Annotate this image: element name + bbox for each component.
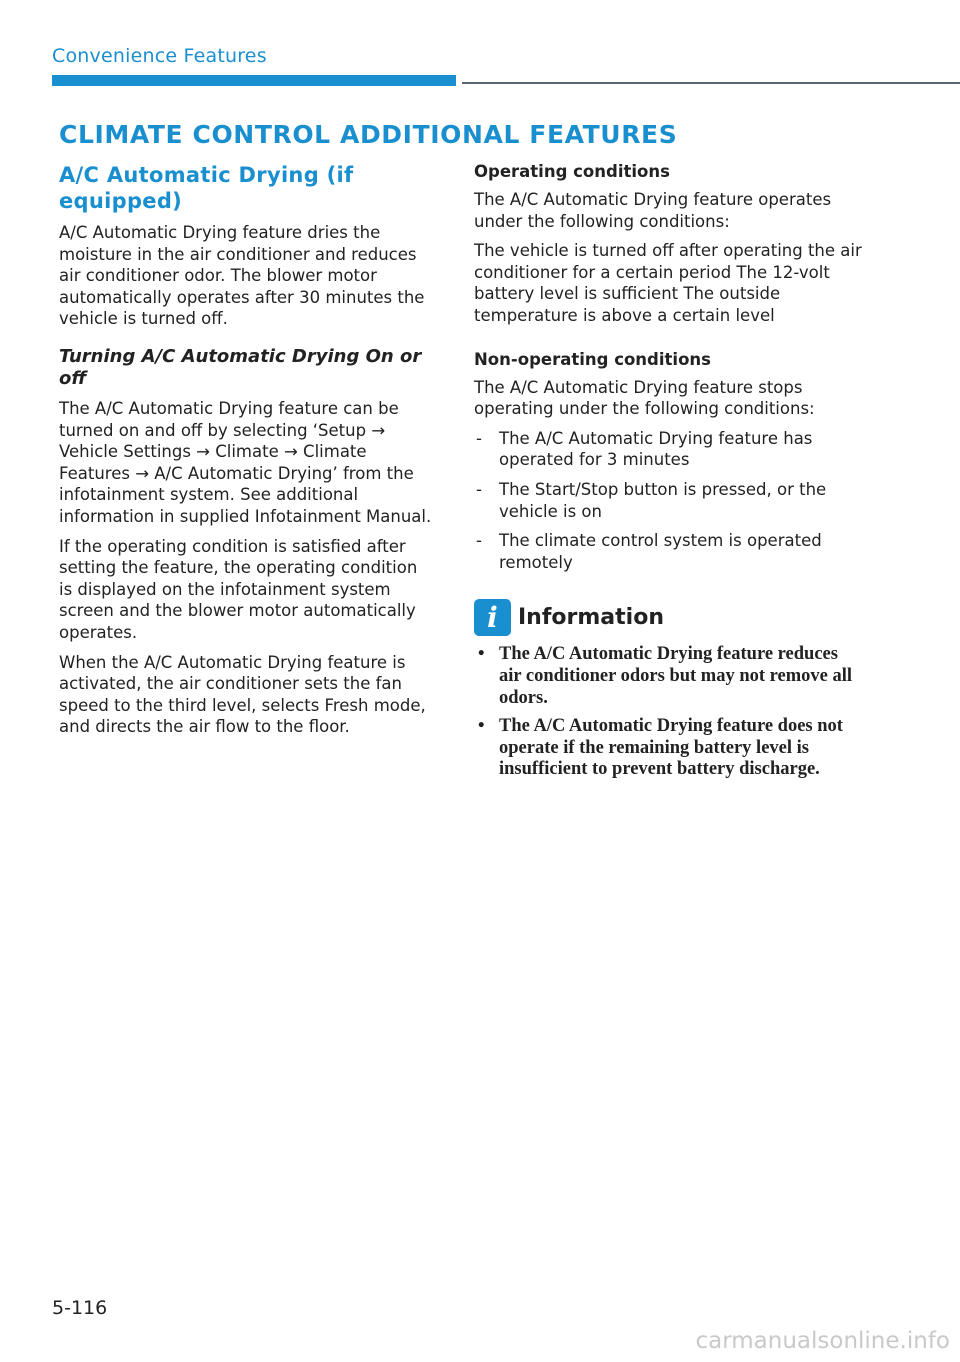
left-column [59, 162, 435, 746]
information-title: Information [518, 605, 664, 631]
paragraph: When the A/C Automatic Drying feature is activated, the air conditioner sets the fan speed to the third level, selects Fresh mode, and directs the air flow to the floor. [59, 652, 426, 737]
list-item: - The climate control system is operated remotely [476, 531, 822, 572]
non-operating-conditions-list [474, 428, 864, 574]
feature-intro: A/C Automatic Drying feature dries the moisture in the air conditioner and reduces air conditioner odor. The blower motor automatically operates after 30 minutes the vehicle is turned off. [59, 223, 425, 329]
info-icon: i [474, 599, 511, 636]
header-title: Convenience Features [52, 45, 267, 67]
page-number: 5-116 [52, 1297, 108, 1319]
list-item: - The A/C Automatic Drying feature has operated for 3 minutes [476, 428, 813, 470]
feature-heading: A/C Automatic Drying (if equipped) [59, 163, 354, 213]
toggle-subheading: Turning A/C Automatic Drying On or off [59, 345, 422, 389]
non-operating-conditions-heading: Non-operating conditions [474, 349, 711, 369]
list-item: • The A/C Automatic Drying feature does not operate if the remaining battery level is insufficient to prevent battery discharge. [478, 715, 843, 780]
information-header [474, 599, 864, 636]
header-rule [462, 82, 960, 84]
section-title: CLIMATE CONTROL ADDITIONAL FEATURES [59, 120, 678, 149]
operating-conditions-heading: Operating conditions [474, 162, 670, 181]
right-column [474, 161, 864, 787]
operating-conditions-body: The vehicle is turned off after operating the air conditioner for a certain period The 12-volt battery level is sufficient The outside temperature is above a certain level [474, 241, 862, 325]
watermark: carmanualsonline.info [695, 1328, 950, 1354]
non-operating-conditions-intro: The A/C Automatic Drying feature stops operating under the following conditions: [474, 377, 815, 419]
operating-conditions-intro: The A/C Automatic Drying feature operates under the following conditions: [474, 190, 832, 231]
paragraph: If the operating condition is satisfied after setting the feature, the operating condition is displayed on the infotainment system screen and the blower motor automatically operates. [59, 536, 418, 642]
header-accent-bar [52, 75, 456, 86]
information-list [474, 644, 864, 781]
paragraph: The A/C Automatic Drying feature can be turned on and off by selecting ‘Setup → Vehicle Settings → Climate → Climate Features → A/C Automatic Drying’ from the infotainment system. See additional information in supplied Infotainment Manual. [59, 398, 432, 526]
list-item: - The Start/Stop button is pressed, or the vehicle is on [476, 479, 827, 521]
list-item: • The A/C Automatic Drying feature reduces air conditioner odors but may not remove all odors. [478, 644, 853, 708]
